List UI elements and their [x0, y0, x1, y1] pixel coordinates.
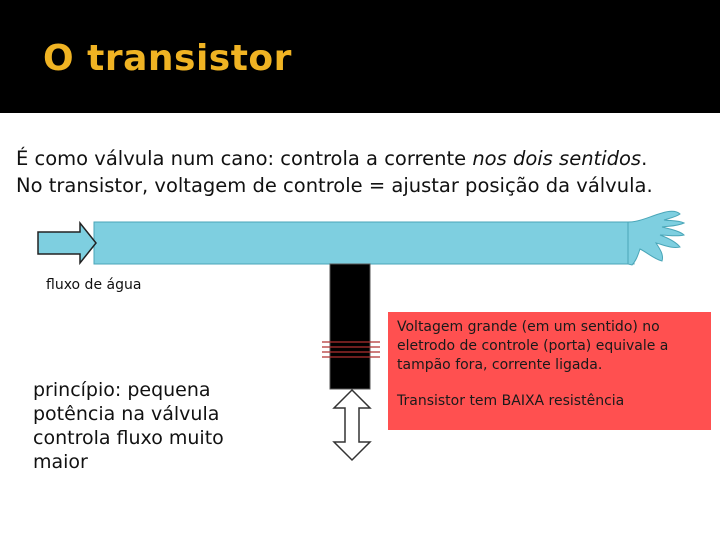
intro-line-1-emphasis: nos dois sentidos	[472, 147, 642, 170]
explanation-paragraph-1: Voltagem grande (em um sentido) no eletrodo de controle (porta) equivale a tampão fora, corrente ligada.	[397, 319, 669, 373]
valve-plug	[330, 264, 370, 389]
slide-title: O transistor	[43, 38, 292, 79]
intro-text	[16, 145, 706, 199]
flow-arrow	[38, 223, 96, 263]
intro-line-2: No transistor, voltagem de controle = ajustar posição da válvula.	[16, 174, 653, 197]
water-splash	[628, 211, 684, 265]
intro-line-1-end: .	[641, 147, 648, 170]
water-pipe	[94, 222, 634, 264]
up-down-arrow	[334, 390, 370, 460]
explanation-box	[388, 312, 711, 430]
principle-text: princípio: pequena potência na válvula controla fluxo muito maior	[33, 379, 224, 473]
flow-label: fluxo de água	[46, 277, 142, 293]
explanation-paragraph-2: Transistor tem BAIXA resistência	[397, 393, 625, 409]
intro-line-1	[16, 145, 706, 172]
intro-line-1-start: É como válvula num cano: controla a corrente	[16, 147, 473, 170]
